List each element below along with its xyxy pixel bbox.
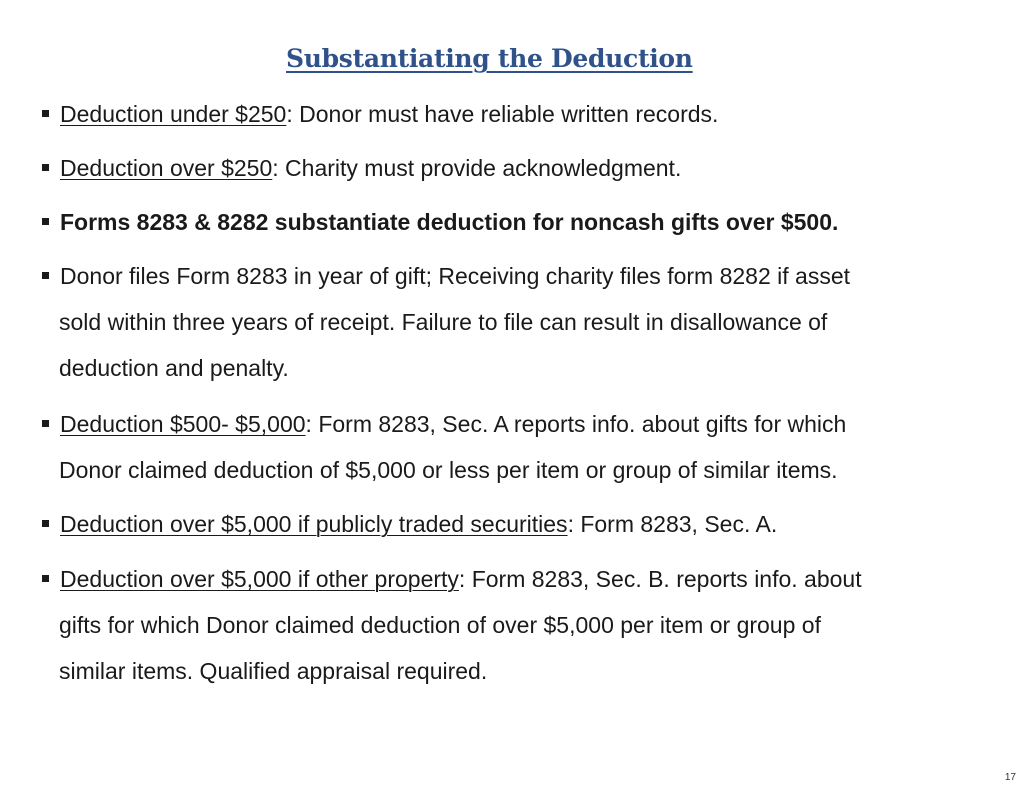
- bullet-square-icon: [42, 164, 49, 171]
- bullet-body: Forms 8283 & 8282 substantiate deduction for noncash gifts over $500.: [60, 209, 839, 235]
- bullet-text: [42, 145, 982, 191]
- bullet-text: [42, 556, 982, 694]
- bullet-square-icon: [42, 110, 49, 117]
- page-number: 17: [1004, 772, 1016, 783]
- bullet-body: Charity must provide acknowledgment.: [285, 155, 682, 181]
- bullet-separator: :: [305, 411, 319, 437]
- bullet-deduction-over-5000-securities: [42, 501, 982, 547]
- bullet-separator: :: [286, 101, 300, 127]
- bullet-square-icon: [42, 575, 49, 582]
- bullet-separator: :: [458, 566, 472, 592]
- bullet-square-icon: [42, 420, 49, 427]
- bullet-body: Form 8283, Sec. A reports info. about gifts for which: [318, 411, 847, 437]
- bullet-line: Donor claimed deduction of $5,000 or less per item or group of similar items.: [59, 457, 838, 483]
- bullet-term: Deduction over $250: [60, 155, 273, 181]
- bullet-text: [42, 401, 982, 493]
- bullet-line: sold within three years of receipt. Failure to file can result in disallowance of: [59, 309, 828, 335]
- bullet-line: [60, 401, 982, 447]
- bullet-text: [42, 91, 982, 137]
- bullet-square-icon: [42, 520, 49, 527]
- bullet-line: similar items. Qualified appraisal required.: [59, 658, 488, 684]
- bullet-body: Form 8283, Sec. A.: [580, 511, 778, 537]
- bullet-term: Deduction $500- $5,000: [60, 411, 306, 437]
- slide-title: Substantiating the Deduction: [286, 44, 693, 73]
- bullet-line: deduction and penalty.: [59, 355, 289, 381]
- bullet-line: Donor files Form 8283 in year of gift; Receiving charity files form 8282 if asset: [60, 263, 851, 289]
- bullet-term: Deduction over $5,000 if publicly traded securities: [60, 511, 568, 537]
- bullet-square-icon: [42, 272, 49, 279]
- bullet-term: Deduction under $250: [60, 101, 287, 127]
- bullet-deduction-under-250: [42, 91, 982, 137]
- bullet-body: Form 8283, Sec. B. reports info. about: [471, 566, 862, 592]
- bullet-separator: :: [567, 511, 581, 537]
- bullet-separator: :: [272, 155, 286, 181]
- bullet-deduction-over-5000-other-property: [42, 556, 982, 694]
- bullet-deduction-500-5000: [42, 401, 982, 493]
- bullet-text: [42, 501, 982, 547]
- bullet-deduction-over-250: [42, 145, 982, 191]
- bullet-text: [42, 253, 982, 391]
- bullet-forms-8283-8282: [42, 199, 982, 245]
- bullet-line: [60, 556, 982, 602]
- bullet-square-icon: [42, 218, 49, 225]
- bullet-donor-files-form: [42, 253, 982, 391]
- bullet-term: Deduction over $5,000 if other property: [60, 566, 459, 592]
- bullet-body: Donor must have reliable written records.: [299, 101, 719, 127]
- bullet-line: gifts for which Donor claimed deduction of over $5,000 per item or group of: [59, 612, 821, 638]
